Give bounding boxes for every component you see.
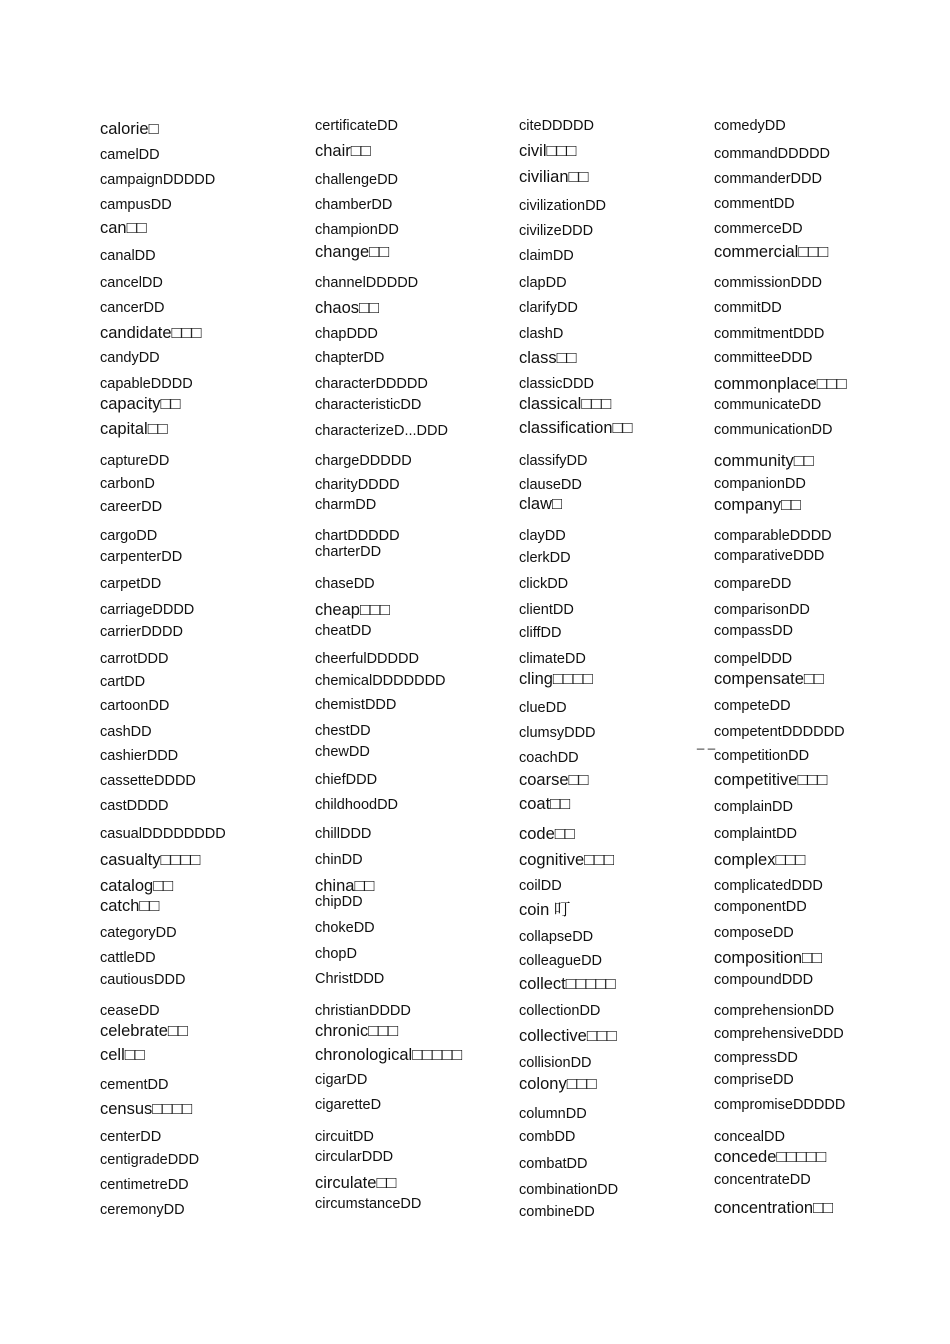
word-entry: comedyDD <box>714 118 786 134</box>
word-entry: compensate□□ <box>714 670 824 688</box>
word-entry: cheatDD <box>315 623 372 639</box>
word-entry: commandDDDDD <box>714 146 831 162</box>
word-entry: catalog□□ <box>100 877 174 895</box>
word-entry: chemicalDDDDDDD <box>315 673 446 689</box>
word-entry: chokeDD <box>315 920 375 936</box>
word-entry: cattleDD <box>100 950 156 966</box>
word-entry: characterDDDDD <box>315 376 428 392</box>
word-entry: cartDD <box>100 674 146 690</box>
word-entry: carrotDDD <box>100 651 169 667</box>
word-entry: capital□□ <box>100 420 168 438</box>
word-entry: claw□ <box>519 495 562 513</box>
word-entry: clumsyDDD <box>519 725 596 741</box>
word-entry: companionDD <box>714 476 806 492</box>
word-entry: certificateDD <box>315 118 398 134</box>
word-entry: chapterDD <box>315 350 385 366</box>
word-entry: complicatedDDD <box>714 878 823 894</box>
word-entry: cling□□□□ <box>519 670 593 688</box>
word-entry: calorie□ <box>100 120 159 138</box>
word-entry: cigarDD <box>315 1072 368 1088</box>
word-entry: ceremonyDD <box>100 1202 185 1218</box>
word-entry: comprehensiveDDD <box>714 1026 844 1042</box>
word-entry: combDD <box>519 1129 576 1145</box>
word-entry: census□□□□ <box>100 1100 193 1118</box>
word-entry: compoundDDD <box>714 972 814 988</box>
word-entry: chronic□□□ <box>315 1022 399 1040</box>
word-entry: competitive□□□ <box>714 771 828 789</box>
word-entry: captureDD <box>100 453 170 469</box>
word-entry: communicateDD <box>714 397 822 413</box>
word-entry: chiefDDD <box>315 772 378 788</box>
word-entry: chamberDD <box>315 197 393 213</box>
word-entry: comparativeDDD <box>714 548 825 564</box>
word-entry: concealDD <box>714 1129 785 1145</box>
word-entry: class□□ <box>519 349 577 367</box>
word-entry: cliffDD <box>519 625 562 641</box>
word-entry: clapDD <box>519 275 567 291</box>
word-entry: concentrateDD <box>714 1172 811 1188</box>
word-entry: castDDDD <box>100 798 169 814</box>
word-entry: charterDD <box>315 544 382 560</box>
word-entry: carbonD <box>100 476 155 492</box>
word-entry: concentration□□ <box>714 1199 833 1217</box>
word-entry: collapseDD <box>519 929 594 945</box>
word-entry: campusDD <box>100 197 172 213</box>
word-entry: carpetDD <box>100 576 162 592</box>
word-entry: cautiousDDD <box>100 972 186 988</box>
word-entry: code□□ <box>519 825 575 843</box>
word-entry: centerDD <box>100 1129 162 1145</box>
word-entry: chestDD <box>315 723 371 739</box>
word-entry: clashD <box>519 326 564 342</box>
word-entry: cell□□ <box>100 1046 145 1064</box>
word-entry: camelDD <box>100 147 160 163</box>
word-entry: capacity□□ <box>100 395 181 413</box>
word-entry: committeeDDD <box>714 350 813 366</box>
word-entry: ChristDDD <box>315 971 385 987</box>
word-entry: casualty□□□□ <box>100 851 201 869</box>
word-entry: ceaseDD <box>100 1003 160 1019</box>
word-entry: cheerfulDDDDD <box>315 651 419 667</box>
word-entry: comparableDDDD <box>714 528 832 544</box>
word-entry: championDD <box>315 222 399 238</box>
word-entry: composition□□ <box>714 949 822 967</box>
word-entry: cancelDD <box>100 275 163 291</box>
word-entry: collisionDD <box>519 1055 592 1071</box>
word-entry: characteristicDD <box>315 397 422 413</box>
word-entry: compelDDD <box>714 651 793 667</box>
word-entry: compressDD <box>714 1050 798 1066</box>
word-entry: challengeDD <box>315 172 399 188</box>
word-entry: clerkDD <box>519 550 571 566</box>
word-entry: circulate□□ <box>315 1174 397 1192</box>
word-entry: compareDD <box>714 576 792 592</box>
word-entry: collect□□□□□ <box>519 975 616 993</box>
word-entry: christianDDDD <box>315 1003 411 1019</box>
word-entry: coat□□ <box>519 795 571 813</box>
word-entry: commitDD <box>714 300 782 316</box>
word-entry: careerDD <box>100 499 163 515</box>
word-entry: complainDD <box>714 799 793 815</box>
word-entry: chaos□□ <box>315 299 379 317</box>
word-entry: chartDDDDD <box>315 528 400 544</box>
word-entry: campaignDDDDD <box>100 172 216 188</box>
word-entry: civilian□□ <box>519 168 589 186</box>
word-entry: childhoodDD <box>315 797 399 813</box>
word-entry: compassDD <box>714 623 793 639</box>
word-entry: coarse□□ <box>519 771 589 789</box>
word-entry: clickDD <box>519 576 569 592</box>
word-entry: comprehensionDD <box>714 1003 835 1019</box>
word-entry: chopD <box>315 946 357 962</box>
word-entry: competitionDD <box>714 748 810 764</box>
word-entry: commissionDDD <box>714 275 822 291</box>
word-entry: chronological□□□□□ <box>315 1046 463 1064</box>
word-entry: commitmentDDD <box>714 326 825 342</box>
word-entry: chair□□ <box>315 142 371 160</box>
word-entry: chaseDD <box>315 576 375 592</box>
word-entry: cassetteDDDD <box>100 773 196 789</box>
word-entry: circuitDD <box>315 1129 374 1145</box>
word-entry: change□□ <box>315 243 390 261</box>
word-entry: chinDD <box>315 852 363 868</box>
word-entry: characterizeD...DDD <box>315 423 448 439</box>
word-entry: cognitive□□□ <box>519 851 615 869</box>
word-entry: cashDD <box>100 724 152 740</box>
word-entry: classical□□□ <box>519 395 612 413</box>
word-entry: compromiseDDDDD <box>714 1097 846 1113</box>
word-entry: carpenterDD <box>100 549 183 565</box>
word-entry: collectionDD <box>519 1003 601 1019</box>
word-entry: candyDD <box>100 350 160 366</box>
word-entry: canalDD <box>100 248 156 264</box>
word-entry: capableDDDD <box>100 376 193 392</box>
word-entry: compriseDD <box>714 1072 794 1088</box>
word-entry: celebrate□□ <box>100 1022 188 1040</box>
word-entry: citeDDDDD <box>519 118 594 134</box>
word-entry: civilizeDDD <box>519 223 594 239</box>
word-entry: complaintDD <box>714 826 797 842</box>
word-entry: communicationDD <box>714 422 833 438</box>
word-entry: coachDD <box>519 750 579 766</box>
word-entry: china□□ <box>315 877 375 895</box>
word-entry: clayDD <box>519 528 566 544</box>
word-entry: composeDD <box>714 925 794 941</box>
word-entry: concede□□□□□ <box>714 1148 827 1166</box>
word-entry: competeDD <box>714 698 791 714</box>
word-entry: claimDD <box>519 248 574 264</box>
word-entry: cartoonDD <box>100 698 170 714</box>
word-entry: combatDD <box>519 1156 588 1172</box>
word-entry: community□□ <box>714 452 814 470</box>
word-entry: chemistDDD <box>315 697 397 713</box>
stray-mark: _ _ <box>697 735 716 750</box>
word-entry: carrierDDDD <box>100 624 183 640</box>
word-entry: can□□ <box>100 219 147 237</box>
word-entry: circularDDD <box>315 1149 394 1165</box>
word-entry: collective□□□ <box>519 1027 617 1045</box>
word-entry: centigradeDDD <box>100 1152 200 1168</box>
word-entry: clarifyDD <box>519 300 578 316</box>
word-entry: company□□ <box>714 496 801 514</box>
word-entry: civilizationDD <box>519 198 607 214</box>
word-entry: coin 叮 <box>519 901 571 919</box>
word-entry: competentDDDDDD <box>714 724 845 740</box>
word-entry: chillDDD <box>315 826 372 842</box>
word-entry: commanderDDD <box>714 171 822 187</box>
word-entry: classifyDD <box>519 453 588 469</box>
word-entry: chewDD <box>315 744 370 760</box>
word-entry: combineDD <box>519 1204 595 1220</box>
word-entry: combinationDD <box>519 1182 619 1198</box>
word-entry: clauseDD <box>519 477 582 493</box>
word-entry: classicDDD <box>519 376 594 392</box>
word-entry: centimetreDD <box>100 1177 189 1193</box>
word-entry: chargeDDDDD <box>315 453 412 469</box>
word-entry: clueDD <box>519 700 567 716</box>
word-entry: colony□□□ <box>519 1075 597 1093</box>
word-entry: charmDD <box>315 497 377 513</box>
word-entry: cigaretteD <box>315 1097 382 1113</box>
word-entry: categoryDD <box>100 925 177 941</box>
word-entry: coilDD <box>519 878 562 894</box>
word-entry: candidate□□□ <box>100 324 202 342</box>
word-entry: casualDDDDDDDD <box>100 826 226 842</box>
word-entry: cementDD <box>100 1077 169 1093</box>
word-entry: circumstanceDD <box>315 1196 422 1212</box>
word-entry: classification□□ <box>519 419 633 437</box>
word-entry: cheap□□□ <box>315 601 390 619</box>
word-entry: clientDD <box>519 602 574 618</box>
word-entry: comparisonDD <box>714 602 810 618</box>
word-entry: componentDD <box>714 899 807 915</box>
word-entry: commerceDD <box>714 221 803 237</box>
word-entry: commercial□□□ <box>714 243 829 261</box>
word-entry: columnDD <box>519 1106 587 1122</box>
word-entry: complex□□□ <box>714 851 806 869</box>
word-entry: cancerDD <box>100 300 165 316</box>
word-entry: catch□□ <box>100 897 160 915</box>
word-entry: channelDDDDD <box>315 275 419 291</box>
word-entry: commonplace□□□ <box>714 375 847 393</box>
word-entry: climateDD <box>519 651 586 667</box>
word-entry: carriageDDDD <box>100 602 195 618</box>
word-entry: charityDDDD <box>315 477 400 493</box>
word-entry: chipDD <box>315 894 363 910</box>
word-entry: chapDDD <box>315 326 378 342</box>
word-entry: cashierDDD <box>100 748 179 764</box>
word-entry: colleagueDD <box>519 953 603 969</box>
word-entry: cargoDD <box>100 528 158 544</box>
word-entry: commentDD <box>714 196 795 212</box>
word-entry: civil□□□ <box>519 142 577 160</box>
